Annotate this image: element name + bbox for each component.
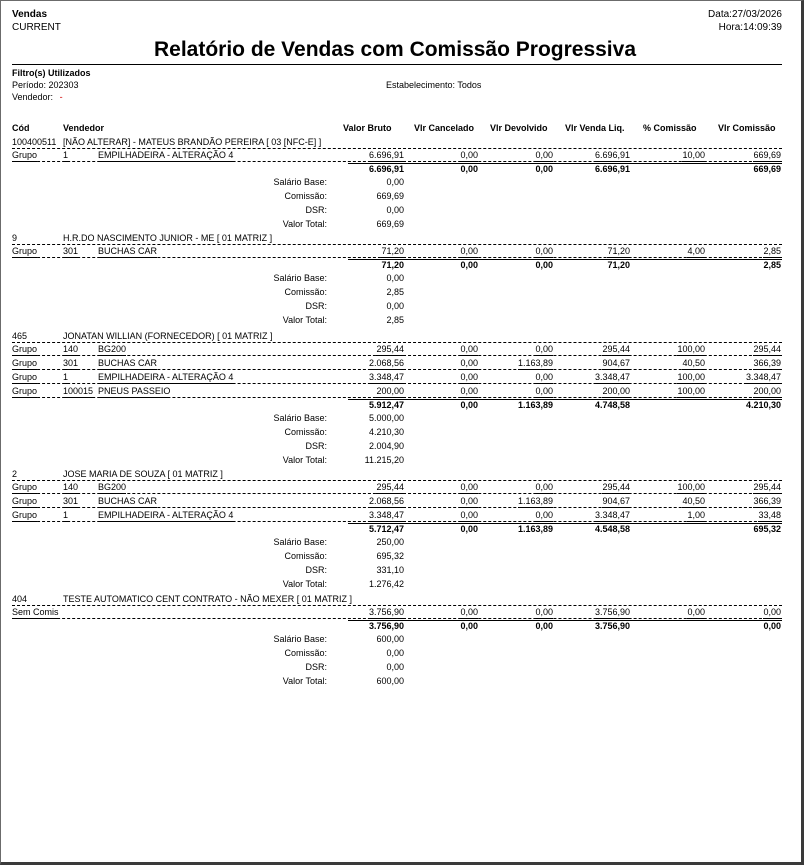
report-time: Hora:14:09:39 <box>718 22 782 33</box>
row-cod: 1 <box>63 372 69 382</box>
row-desc: BG200 <box>98 344 127 354</box>
row-tipo: Grupo <box>12 344 38 354</box>
summary-value-comissao: 4.210,30 <box>368 427 404 437</box>
row-cod: 301 <box>63 358 79 368</box>
summary-value-salario: 250,00 <box>376 537 404 547</box>
filters-heading: Filtro(s) Utilizados <box>12 68 91 78</box>
row-divider <box>12 383 782 384</box>
total-bruto: 5.712,47 <box>368 524 404 534</box>
row-dev: 0,00 <box>535 482 553 492</box>
seller-divider <box>12 244 782 245</box>
row-tipo: Sem Comis <box>12 607 59 617</box>
row-cod: 301 <box>63 246 79 256</box>
row-bruto: 295,44 <box>376 482 404 492</box>
seller-divider <box>12 342 782 343</box>
seller-code: 9 <box>12 233 18 243</box>
seller-divider <box>12 148 782 149</box>
row-pct: 0,00 <box>687 607 705 617</box>
summary-label-dsr: DSR: <box>305 565 327 575</box>
total-bruto: 5.912,47 <box>368 400 404 410</box>
row-canc: 0,00 <box>460 246 478 256</box>
row-canc: 0,00 <box>460 344 478 354</box>
seller-code: 100400511 <box>12 137 57 147</box>
row-tipo: Grupo <box>12 496 38 506</box>
row-bruto: 3.348,47 <box>368 372 404 382</box>
summary-label-dsr: DSR: <box>305 662 327 672</box>
row-tipo: Grupo <box>12 372 38 382</box>
summary-label-salario: Salário Base: <box>273 273 327 283</box>
seller-name: [NÃO ALTERAR] - MATEUS BRANDÃO PEREIRA [ 03 [NFC-E] ] <box>63 137 322 147</box>
row-com: 669,69 <box>753 150 781 160</box>
row-com: 0,00 <box>763 607 781 617</box>
col-vlr-venda-liq: Vlr Venda Liq. <box>565 123 625 133</box>
total-liq: 6.696,91 <box>594 164 630 174</box>
row-canc: 0,00 <box>460 358 478 368</box>
summary-label-total: Valor Total: <box>282 455 327 465</box>
seller-name: H.R.DO NASCIMENTO JUNIOR - ME [ 01 MATRIZ ] <box>63 233 273 243</box>
row-desc: EMPILHADEIRA - ALTERAÇÃO 4 <box>98 372 234 382</box>
summary-value-dsr: 0,00 <box>386 662 404 672</box>
filter-vendedor <box>12 92 63 103</box>
col-vlr-comissao: Vlr Comissão <box>718 123 776 133</box>
row-desc: BG200 <box>98 482 127 492</box>
col-pct-comissao: % Comissão <box>643 123 697 133</box>
total-canc: 0,00 <box>460 621 478 631</box>
summary-label-comissao: Comissão: <box>284 191 327 201</box>
row-bruto: 200,00 <box>376 386 404 396</box>
seller-code: 404 <box>12 594 28 604</box>
col-vlr-cancelado: Vlr Cancelado <box>414 123 475 133</box>
row-dev: 1.163,89 <box>517 496 553 506</box>
total-com: 695,32 <box>753 524 781 534</box>
row-liq: 904,67 <box>602 358 630 368</box>
row-liq: 3.348,47 <box>594 510 630 520</box>
summary-label-salario: Salário Base: <box>273 634 327 644</box>
filter-vendedor-label: Vendedor: <box>12 92 54 102</box>
row-canc: 0,00 <box>460 386 478 396</box>
totals-divider <box>348 399 782 400</box>
row-desc: EMPILHADEIRA - ALTERAÇÃO 4 <box>98 510 234 520</box>
row-divider <box>12 618 782 619</box>
row-liq: 904,67 <box>602 496 630 506</box>
summary-value-comissao: 669,69 <box>376 191 404 201</box>
total-dev: 0,00 <box>535 621 553 631</box>
row-liq: 6.696,91 <box>594 150 630 160</box>
total-dev: 0,00 <box>535 260 553 270</box>
row-bruto: 295,44 <box>376 344 404 354</box>
row-com: 366,39 <box>753 496 781 506</box>
row-bruto: 3.756,90 <box>368 607 404 617</box>
summary-value-total: 11.215,20 <box>364 455 404 465</box>
row-liq: 3.756,90 <box>594 607 630 617</box>
row-dev: 0,00 <box>535 372 553 382</box>
summary-value-salario: 5.000,00 <box>368 413 404 423</box>
row-canc: 0,00 <box>460 150 478 160</box>
total-bruto: 3.756,90 <box>368 621 404 631</box>
row-desc: BUCHAS CAR <box>98 246 158 256</box>
row-desc: PNEUS PASSEIO <box>98 386 171 396</box>
row-desc: EMPILHADEIRA - ALTERAÇÃO 4 <box>98 150 234 160</box>
title-divider <box>12 64 782 65</box>
seller-name: JONATAN WILLIAN (FORNECEDOR) [ 01 MATRIZ ] <box>63 331 273 341</box>
total-com: 4.210,30 <box>745 400 781 410</box>
row-tipo: Grupo <box>12 482 38 492</box>
summary-label-comissao: Comissão: <box>284 287 327 297</box>
row-dev: 0,00 <box>535 344 553 354</box>
row-bruto: 71,20 <box>381 246 404 256</box>
total-canc: 0,00 <box>460 400 478 410</box>
summary-value-comissao: 2,85 <box>386 287 404 297</box>
row-liq: 200,00 <box>602 386 630 396</box>
row-tipo: Grupo <box>12 386 38 396</box>
row-divider <box>12 521 782 522</box>
row-liq: 295,44 <box>602 344 630 354</box>
summary-value-salario: 0,00 <box>386 273 404 283</box>
seller-code: 465 <box>12 331 28 341</box>
seller-code: 2 <box>12 469 18 479</box>
row-desc: BUCHAS CAR <box>98 358 158 368</box>
app-name: Vendas <box>12 9 48 20</box>
filter-estabelecimento: Estabelecimento: Todos <box>386 80 482 90</box>
seller-divider <box>12 480 782 481</box>
row-pct: 1,00 <box>687 510 705 520</box>
row-canc: 0,00 <box>460 607 478 617</box>
row-liq: 3.348,47 <box>594 372 630 382</box>
row-canc: 0,00 <box>460 510 478 520</box>
row-com: 33,48 <box>758 510 781 520</box>
total-dev: 0,00 <box>535 164 553 174</box>
total-com: 669,69 <box>753 164 781 174</box>
totals-divider <box>348 523 782 524</box>
row-divider <box>12 507 782 508</box>
row-pct: 40,50 <box>682 358 705 368</box>
total-liq: 3.756,90 <box>594 621 630 631</box>
row-cod: 140 <box>63 344 79 354</box>
row-bruto: 2.068,56 <box>368 358 404 368</box>
summary-value-dsr: 331,10 <box>376 565 404 575</box>
row-pct: 4,00 <box>687 246 705 256</box>
col-vlr-devolvido: Vlr Devolvido <box>490 123 548 133</box>
totals-divider <box>348 620 782 621</box>
summary-label-dsr: DSR: <box>305 441 327 451</box>
total-com: 0,00 <box>763 621 781 631</box>
row-tipo: Grupo <box>12 358 38 368</box>
row-pct: 100,00 <box>677 344 705 354</box>
row-dev: 0,00 <box>535 150 553 160</box>
summary-value-total: 600,00 <box>376 676 404 686</box>
row-dev: 0,00 <box>535 246 553 256</box>
seller-name: TESTE AUTOMATICO CENT CONTRATO - NÃO MEXER [ 01 MATRIZ ] <box>63 594 353 604</box>
col-vendedor: Vendedor <box>63 123 105 133</box>
seller-divider <box>12 605 782 606</box>
row-liq: 71,20 <box>607 246 630 256</box>
row-tipo: Grupo <box>12 246 38 256</box>
row-com: 3.348,47 <box>745 372 781 382</box>
row-desc: BUCHAS CAR <box>98 496 158 506</box>
col-valor-bruto: Valor Bruto <box>343 123 392 133</box>
row-pct: 10,00 <box>682 150 705 160</box>
summary-value-total: 1.276,42 <box>368 579 404 589</box>
total-liq: 4.748,58 <box>594 400 630 410</box>
summary-value-comissao: 695,32 <box>376 551 404 561</box>
total-bruto: 71,20 <box>381 260 404 270</box>
company-name: CURRENT <box>12 22 61 33</box>
summary-label-salario: Salário Base: <box>273 537 327 547</box>
summary-label-total: Valor Total: <box>282 219 327 229</box>
row-divider <box>12 257 782 258</box>
row-cod: 1 <box>63 510 69 520</box>
summary-label-salario: Salário Base: <box>273 413 327 423</box>
row-divider <box>12 161 782 162</box>
row-pct: 40,50 <box>682 496 705 506</box>
row-dev: 0,00 <box>535 510 553 520</box>
seller-name: JOSE MARIA DE SOUZA [ 01 MATRIZ ] <box>63 469 223 479</box>
summary-label-comissao: Comissão: <box>284 648 327 658</box>
total-canc: 0,00 <box>460 524 478 534</box>
row-bruto: 6.696,91 <box>368 150 404 160</box>
row-cod: 140 <box>63 482 79 492</box>
summary-label-dsr: DSR: <box>305 205 327 215</box>
row-tipo: Grupo <box>12 150 38 160</box>
summary-label-total: Valor Total: <box>282 579 327 589</box>
row-canc: 0,00 <box>460 496 478 506</box>
page-title: Relatório de Vendas com Comissão Progressiva <box>153 38 636 61</box>
col-cod: Cód <box>12 123 30 133</box>
summary-value-comissao: 0,00 <box>386 648 404 658</box>
row-divider <box>12 493 782 494</box>
total-dev: 1.163,89 <box>517 524 553 534</box>
summary-value-salario: 600,00 <box>376 634 404 644</box>
row-canc: 0,00 <box>460 482 478 492</box>
total-com: 2,85 <box>763 260 781 270</box>
summary-value-dsr: 0,00 <box>386 205 404 215</box>
row-bruto: 2.068,56 <box>368 496 404 506</box>
row-cod: 100015 <box>63 386 94 396</box>
total-bruto: 6.696,91 <box>368 164 404 174</box>
row-com: 200,00 <box>753 386 781 396</box>
total-liq: 4.548,58 <box>594 524 630 534</box>
summary-label-comissao: Comissão: <box>284 551 327 561</box>
summary-label-total: Valor Total: <box>282 315 327 325</box>
row-divider <box>12 369 782 370</box>
row-com: 295,44 <box>753 482 781 492</box>
summary-value-dsr: 0,00 <box>386 301 404 311</box>
summary-value-total: 669,69 <box>376 219 404 229</box>
row-divider <box>12 397 782 398</box>
filter-periodo: Período: 202303 <box>12 80 79 90</box>
report-date: Data:27/03/2026 <box>708 9 782 20</box>
row-bruto: 3.348,47 <box>368 510 404 520</box>
filter-vendedor-value: - <box>59 92 63 102</box>
row-dev: 0,00 <box>535 607 553 617</box>
row-dev: 0,00 <box>535 386 553 396</box>
total-canc: 0,00 <box>460 164 478 174</box>
summary-value-dsr: 2.004,90 <box>368 441 404 451</box>
total-liq: 71,20 <box>607 260 630 270</box>
totals-divider <box>348 259 782 260</box>
summary-value-salario: 0,00 <box>386 177 404 187</box>
row-liq: 295,44 <box>602 482 630 492</box>
row-pct: 100,00 <box>677 386 705 396</box>
row-com: 2,85 <box>763 246 781 256</box>
summary-value-total: 2,85 <box>386 315 404 325</box>
summary-label-total: Valor Total: <box>282 676 327 686</box>
row-com: 366,39 <box>753 358 781 368</box>
summary-label-comissao: Comissão: <box>284 427 327 437</box>
summary-label-dsr: DSR: <box>305 301 327 311</box>
totals-divider <box>348 163 782 164</box>
row-dev: 1.163,89 <box>517 358 553 368</box>
row-com: 295,44 <box>753 344 781 354</box>
total-canc: 0,00 <box>460 260 478 270</box>
row-cod: 301 <box>63 496 79 506</box>
summary-label-salario: Salário Base: <box>273 177 327 187</box>
row-pct: 100,00 <box>677 372 705 382</box>
row-cod: 1 <box>63 150 69 160</box>
row-tipo: Grupo <box>12 510 38 520</box>
row-canc: 0,00 <box>460 372 478 382</box>
total-dev: 1.163,89 <box>517 400 553 410</box>
row-divider <box>12 355 782 356</box>
row-pct: 100,00 <box>677 482 705 492</box>
